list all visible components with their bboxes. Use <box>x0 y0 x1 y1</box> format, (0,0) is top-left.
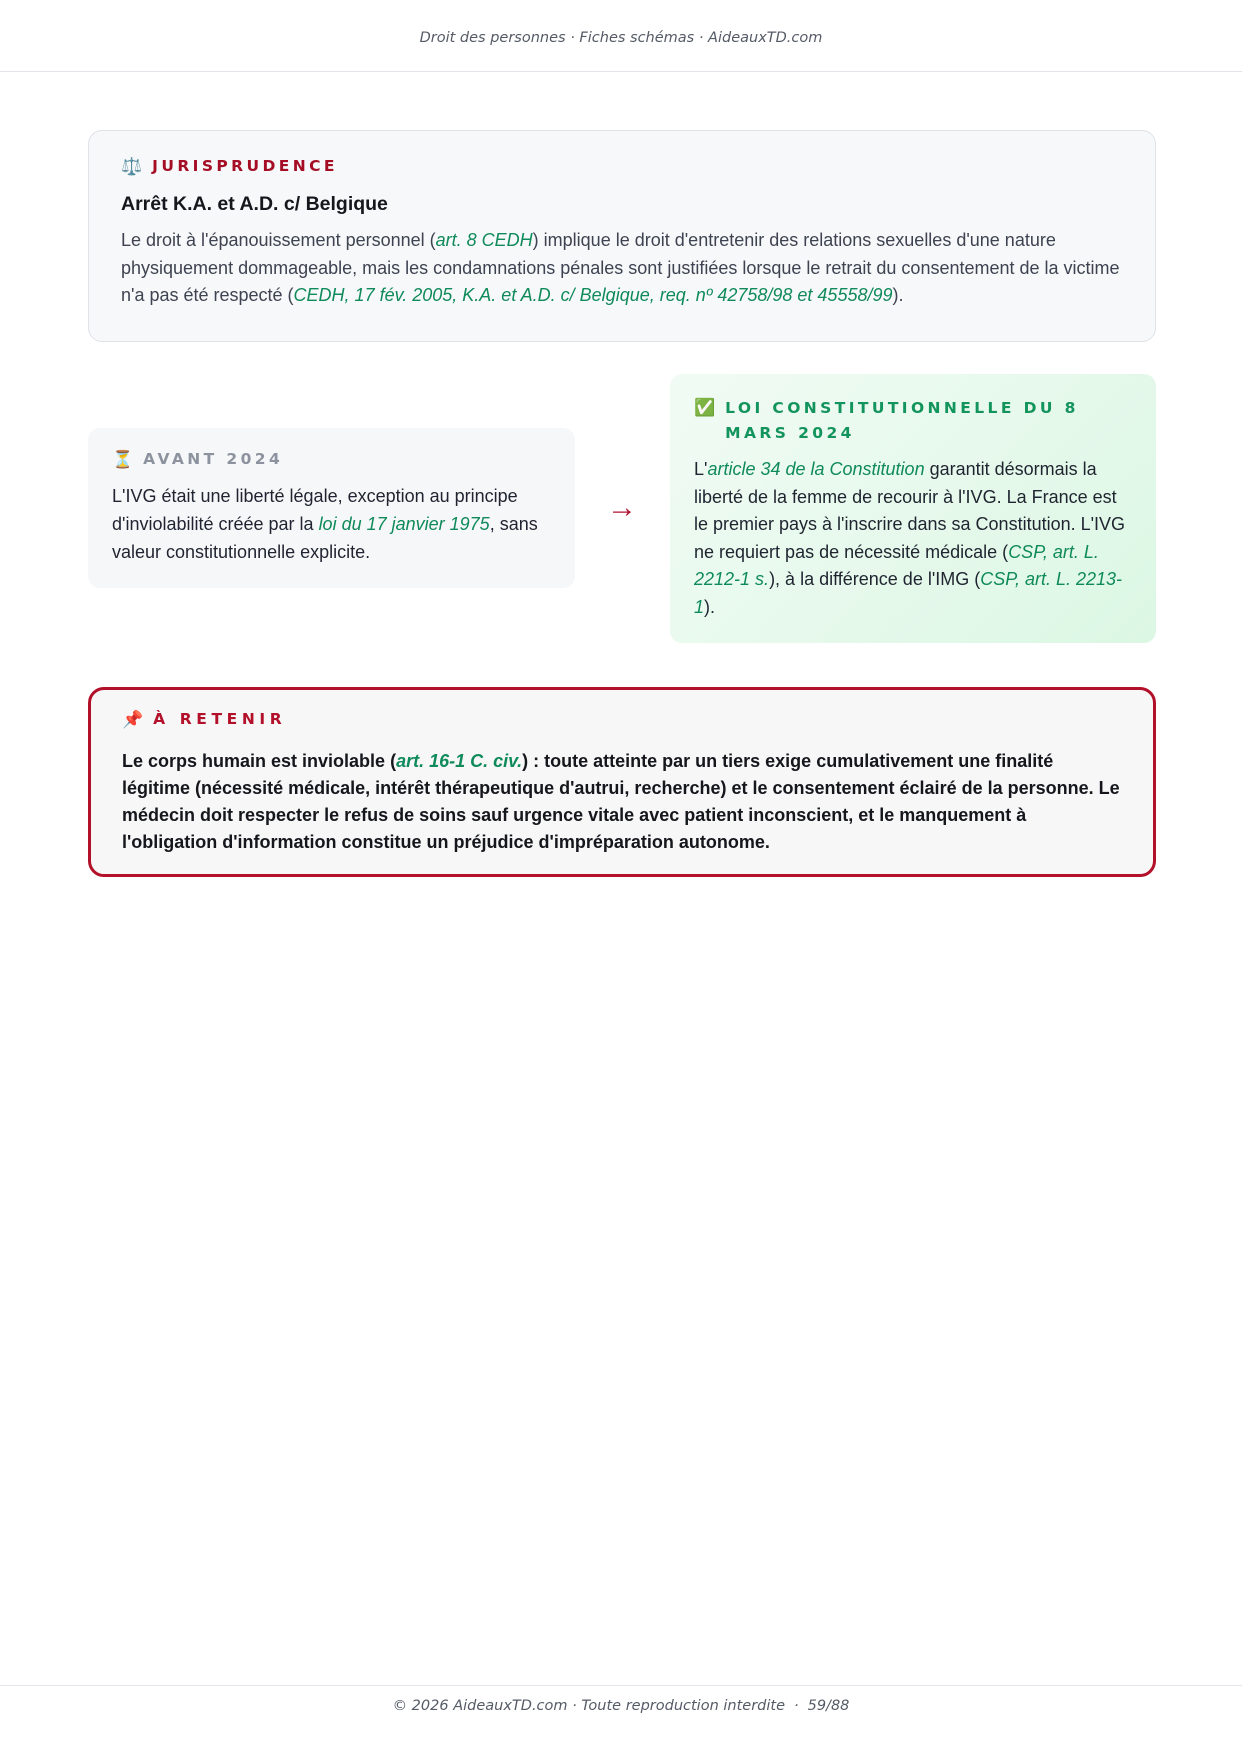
citation-csp-l2212: CSP, art. L. 2212-1 s. <box>694 541 1099 589</box>
loi-label: LOI CONSTITUTIONNELLE DU 8 MARS 2024 <box>725 399 1079 442</box>
scales-icon: ⚖️ <box>121 157 143 177</box>
citation-csp-l2213: CSP, art. L. 2213-1 <box>694 569 1123 617</box>
jurisprudence-text-part: ) implique le droit d'entretenir des relations sexuelles d'une nature physiquement dommageable, mais les condamnations pénales sont justifiées lorsque le retrait du consentement de la victime n'a pas été respecté ( <box>121 230 1120 305</box>
header-text: Droit des personnes · Fiches schémas · AideauxTD.com <box>419 29 823 46</box>
retenir-text-part: de la personne. Le médecin doit respecter le refus de soins sauf urgence vitale avec patient inconscient, et le manquement à l'obligation d'information constitue un préjudice d'impréparation autonome. <box>122 778 1120 852</box>
strong-finalite: finalité légitime <box>122 751 1054 798</box>
pushpin-icon: 📌 <box>122 710 144 730</box>
avant-text-part: L'IVG était une liberté légale, exception au principe d'inviolabilité créée par la <box>112 486 518 534</box>
loi-label-row <box>694 396 1132 446</box>
avant-2024-box <box>88 428 575 588</box>
jurisprudence-text-part: Le droit à l'épanouissement personnel ( <box>121 230 436 250</box>
loi-text-part: ). <box>704 596 716 617</box>
loi-text <box>694 456 1132 621</box>
retenir-text-part: ) : toute atteinte par un tiers exige cumulativement une <box>522 751 996 771</box>
jurisprudence-title: Arrêt K.A. et A.D. c/ Belgique <box>121 193 388 215</box>
check-mark-icon: ✅ <box>694 398 716 418</box>
loi-text-part: garantit désormais la liberté de la femme de recourir à l'IVG. La France est le premier pays à l'inscrire dans sa Constitution. L'IVG ne requiert pas de nécessité médicale ( <box>694 459 1126 562</box>
citation-loi-1975: loi du 17 janvier 1975 <box>318 514 490 534</box>
strong-consentement: consentement éclairé <box>772 778 957 798</box>
loi-text-part: ), à la différence de l'IMG ( <box>769 569 981 589</box>
hourglass-icon: ⏳ <box>112 450 134 470</box>
page-header <box>0 0 1242 72</box>
citation-cedh-2005: CEDH, 17 fév. 2005, K.A. et A.D. c/ Belgique, req. nº 42758/98 et 45558/99 <box>293 285 893 305</box>
page-number: 59/88 <box>807 1698 850 1714</box>
retenir-text-part: (nécessité médicale, intérêt thérapeutique d'autrui, recherche) et le <box>190 778 773 798</box>
citation-art-16-1: art. 16-1 C. civ. <box>396 751 523 771</box>
page-footer <box>0 1685 1242 1754</box>
a-retenir-box <box>88 687 1156 877</box>
avant-text-part: , sans valeur constitutionnelle explicite. <box>112 514 538 562</box>
citation-article-34: article 34 de la Constitution <box>707 459 925 479</box>
retenir-label-row <box>122 710 1122 730</box>
avant-label-row <box>112 450 551 470</box>
jurisprudence-text-part: ). <box>892 285 904 305</box>
jurisprudence-text <box>121 227 1123 310</box>
jurisprudence-label: JURISPRUDENCE <box>152 157 338 175</box>
retenir-text-part: Le corps humain est inviolable ( <box>122 751 397 771</box>
footer-separator: · <box>794 1698 799 1714</box>
avant-label: AVANT 2024 <box>143 450 284 468</box>
loi-text-part: L' <box>694 459 708 479</box>
avant-text <box>112 482 551 566</box>
jurisprudence-box <box>88 130 1156 342</box>
citation-art-8-cedh: art. 8 CEDH <box>435 230 533 250</box>
retenir-label: À RETENIR <box>153 710 287 728</box>
footer-copyright: © 2026 AideauxTD.com · Toute reproduction interdite <box>392 1698 785 1714</box>
right-arrow-icon: → <box>607 491 637 524</box>
jurisprudence-label-row <box>121 157 1123 177</box>
loi-constitutionnelle-box <box>670 374 1156 643</box>
retenir-text <box>122 748 1122 856</box>
